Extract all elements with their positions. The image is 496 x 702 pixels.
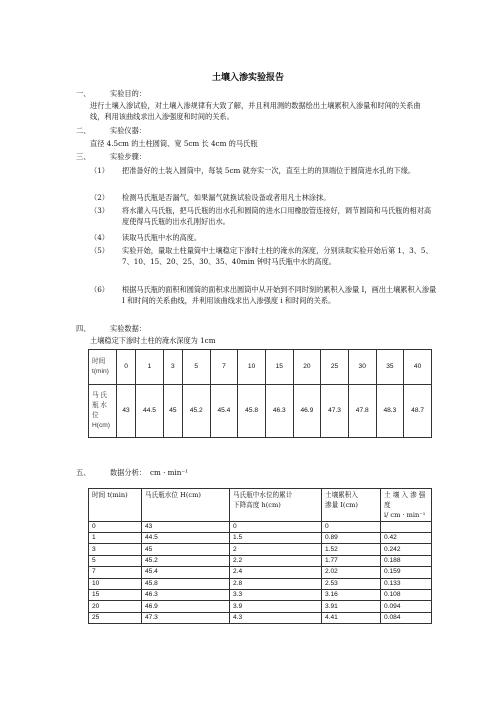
step-number: （1）: [90, 166, 109, 175]
section-data-heading: [76, 324, 146, 335]
section-title: 实验仪器：: [110, 126, 146, 135]
row-header-line: 位: [92, 412, 99, 419]
section-analysis-heading: [76, 468, 188, 479]
drop-cell: 2.2: [230, 555, 322, 566]
table1-caption: 土壤稳定下渗时土柱的淹水深度为 1cm: [90, 336, 216, 345]
level-cell: 45.8: [238, 385, 266, 438]
header-time: 时间 t(min): [89, 489, 142, 522]
time-cell: 0: [117, 350, 136, 385]
section-title: 数据分析：: [110, 468, 146, 477]
drop-cell: 3.3: [230, 590, 322, 601]
rate-cell: 0.133: [381, 578, 432, 589]
level-cell: 43: [142, 521, 230, 532]
table-row: [89, 590, 432, 601]
cumulative-cell: 3.16: [322, 590, 381, 601]
section-number: 三、: [76, 152, 91, 161]
drop-cell: 3.9: [230, 601, 322, 612]
level-cell: 48.3: [376, 385, 404, 438]
level-cell: 47.3: [321, 385, 349, 438]
step-text: 实验开始，量取土柱量筒中土壤稳定下渗时土柱的淹水的深度，分别读取实验开始后第 1、3、5、7、10、15、20、25、30、35、40min 钟时马氏瓶中水的高度。: [122, 246, 433, 266]
time-cell: 3: [89, 544, 142, 555]
row-header-time: [89, 350, 117, 385]
step-number: （2）: [90, 193, 109, 202]
table-row: [89, 544, 432, 555]
table-row: [89, 612, 432, 623]
rate-cell: [381, 521, 432, 532]
time-cell: 20: [293, 350, 321, 385]
infiltration-analysis-table: [88, 488, 432, 624]
step-text: 读取马氏瓶中水的高度。: [122, 233, 202, 242]
rate-cell: 0.108: [381, 590, 432, 601]
rate-cell: 0.159: [381, 567, 432, 578]
purpose-text: 进行土壤入渗试验，对土壤入渗规律有大致了解，并且利用测的数据绘出土壤累积入渗量和时间的关系曲线，利用该曲线求出入渗强度和时间的关系。: [90, 101, 421, 121]
time-cell: 15: [265, 350, 293, 385]
time-cell: 0: [89, 521, 142, 532]
table-row: [89, 555, 432, 566]
header-line: 土 壤 入 渗 强 度: [384, 491, 426, 510]
section-title: 实验步骤：: [110, 152, 146, 161]
level-cell: 47.8: [348, 385, 376, 438]
drop-cell: 2: [230, 544, 322, 555]
level-cell: 44.5: [136, 385, 164, 438]
level-cell: 44.5: [142, 533, 230, 544]
header-line: i/ cm · min⁻¹: [384, 511, 426, 520]
header-line: 渗量 I(cm): [325, 501, 358, 510]
section-title: 实验数据：: [110, 324, 146, 333]
cumulative-cell: 2.53: [322, 578, 381, 589]
section-instruments-heading: [76, 126, 146, 137]
row-header-level: [89, 385, 117, 438]
time-cell: 20: [89, 601, 142, 612]
level-cell: 45.4: [210, 385, 238, 438]
cumulative-cell: 4.41: [322, 612, 381, 623]
time-cell: 3: [163, 350, 182, 385]
section-title: 实验目的：: [110, 89, 146, 98]
time-cell: 15: [89, 590, 142, 601]
section-number: 五、: [76, 468, 91, 477]
analysis-unit: cm · min⁻¹: [149, 468, 189, 477]
step-text: 检测马氏瓶是否漏气，如果漏气就换试验设备或者用凡士林涂抹。: [122, 193, 331, 202]
row-header-line: 时间: [92, 358, 106, 366]
step-number: （6）: [90, 285, 109, 294]
row-header-line: H(cm): [92, 421, 110, 429]
level-cell: 45: [163, 385, 182, 438]
time-cell: 7: [210, 350, 238, 385]
level-cell: 46.9: [142, 601, 230, 612]
cumulative-cell: 3.91: [322, 601, 381, 612]
time-cell: 1: [89, 533, 142, 544]
time-cell: 7: [89, 567, 142, 578]
level-cell: 45.4: [142, 567, 230, 578]
section-number: 一、: [76, 89, 91, 98]
section-number: 四、: [76, 324, 91, 333]
rate-cell: 0.084: [381, 612, 432, 623]
table-row: [89, 567, 432, 578]
time-cell: 5: [182, 350, 210, 385]
drop-cell: 4.3: [230, 612, 322, 623]
header-line: 土壤累积入: [325, 491, 358, 499]
report-title: 土壤入渗实验报告: [211, 73, 284, 83]
cumulative-cell: 1.77: [322, 555, 381, 566]
level-cell: 48.7: [404, 385, 432, 438]
rate-cell: 0.42: [381, 533, 432, 544]
table-row: [89, 521, 432, 532]
cumulative-cell: 1.52: [322, 544, 381, 555]
time-cell: 5: [89, 555, 142, 566]
level-cell: 43: [117, 385, 136, 438]
table-body: [89, 521, 432, 624]
table-row: [89, 385, 432, 438]
header-rate: [381, 489, 432, 522]
table-row: [89, 578, 432, 589]
table-row: [89, 350, 432, 385]
level-cell: 47.3: [142, 612, 230, 623]
header-cumulative: [322, 489, 381, 522]
drop-cell: 0: [230, 521, 322, 532]
level-cell: 45.2: [142, 555, 230, 566]
header-line: 下降高度 h(cm): [233, 501, 281, 510]
time-cell: 40: [404, 350, 432, 385]
step-number: （3）: [90, 206, 109, 215]
section-steps-heading: [76, 152, 146, 163]
step-text: 把准备好的土装入圆筒中，每装 5cm 就夯实一次，直至土的的顶端位于圆筒进水孔的下缘。: [122, 166, 416, 175]
rate-cell: 0.242: [381, 544, 432, 555]
time-cell: 10: [89, 578, 142, 589]
cumulative-cell: 0.89: [322, 533, 381, 544]
rate-cell: 0.094: [381, 601, 432, 612]
level-cell: 45.8: [142, 578, 230, 589]
water-level-table: [88, 349, 432, 438]
time-cell: 25: [321, 350, 349, 385]
step-number: （5）: [90, 246, 109, 255]
step-text: 根据马氏瓶的面积和圆筒的面积求出圆筒中从开始到不同时刻的累积入渗量 I，画出土壤累积入渗量 I 和时间的关系曲线，并利用该曲线求出入渗强度 i 和时间的关系。: [122, 285, 437, 305]
step-number: （4）: [90, 233, 109, 242]
cumulative-cell: 2.02: [322, 567, 381, 578]
table-row: [89, 533, 432, 544]
level-cell: 46.3: [265, 385, 293, 438]
instruments-text: 直径 4.5cm 的土柱圆筒、宽 5cm 长 4cm 的马氏瓶: [90, 139, 258, 148]
time-cell: 25: [89, 612, 142, 623]
row-header-line: 马 氏: [92, 392, 108, 400]
time-cell: 30: [348, 350, 376, 385]
drop-cell: 1.5: [230, 533, 322, 544]
header-line: 马氏瓶中水位的累计: [233, 491, 293, 499]
row-header-line: t(min): [92, 368, 109, 375]
time-cell: 35: [376, 350, 404, 385]
table-row: [89, 601, 432, 612]
drop-cell: 2.4: [230, 567, 322, 578]
header-level: 马氏瓶水位 H(cm): [142, 489, 230, 522]
table-header-row: [89, 489, 432, 522]
level-cell: 46.3: [142, 590, 230, 601]
level-cell: 45: [142, 544, 230, 555]
step-text: 将水灌入马氏瓶，把马氏瓶的出水孔和圆筒的进水口用橡胶管连接好，调节圆筒和马氏瓶的相对高度使得马氏瓶的出水孔刚好出水。: [122, 206, 432, 226]
level-cell: 45.2: [182, 385, 210, 438]
level-cell: 46.9: [293, 385, 321, 438]
row-header-line: 瓶 水: [92, 402, 108, 410]
section-purpose-heading: [76, 89, 146, 100]
rate-cell: 0.188: [381, 555, 432, 566]
section-number: 二、: [76, 126, 91, 135]
cumulative-cell: 0: [322, 521, 381, 532]
header-drop: [230, 489, 322, 522]
time-cell: 1: [136, 350, 164, 385]
time-cell: 10: [238, 350, 266, 385]
drop-cell: 2.8: [230, 578, 322, 589]
